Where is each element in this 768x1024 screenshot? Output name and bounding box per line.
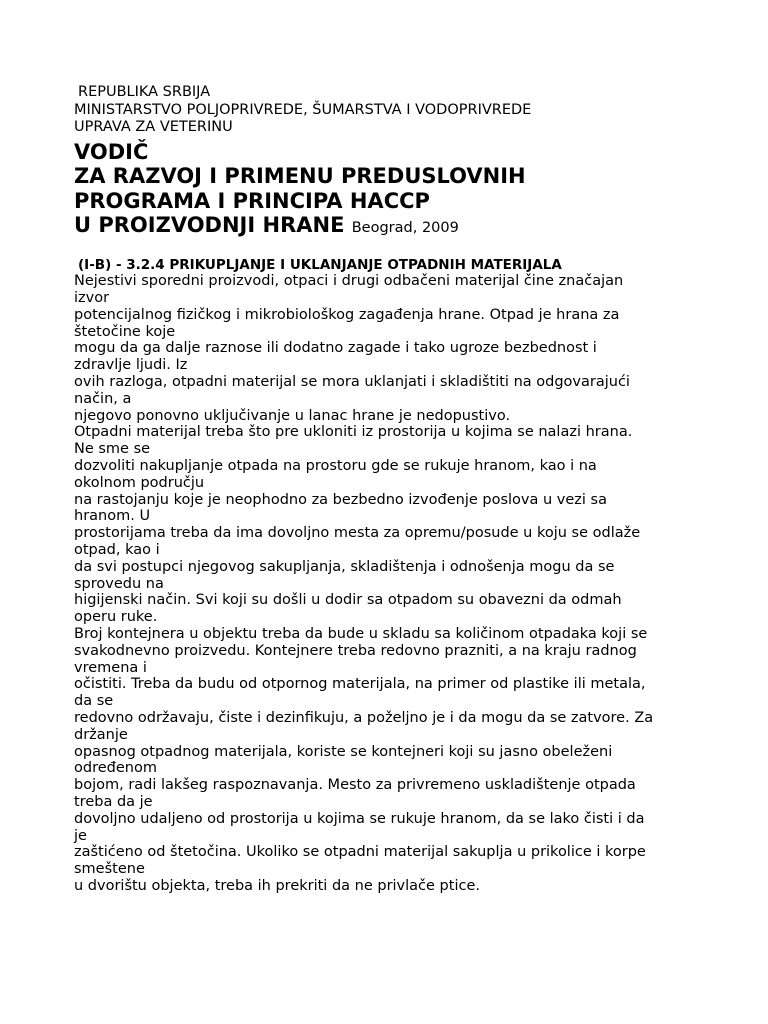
body-text-line: držanje: [74, 726, 128, 743]
body-text-line: da se: [74, 693, 114, 710]
body-text-line: hranom. U: [74, 508, 151, 525]
document-page: [74, 84, 714, 895]
body-text-line: njegovo ponovno uključivanje u lanac hrane je nedopustivo.: [74, 407, 511, 424]
body-text-line: štetočine koje: [74, 323, 176, 340]
body-text-line: sprovedu na: [74, 575, 164, 592]
body-text-line: treba da je: [74, 794, 153, 810]
body-text-line: u dvorištu objekta, treba ih prekriti da ne privlače ptice.: [74, 877, 480, 894]
body-text-line: zdravlje ljudi. Iz: [74, 357, 188, 374]
document-title: [74, 140, 714, 241]
body-text-line: zaštićeno od štetočina. Ukoliko se otpadni materijal sakuplja u prikolice i korpe: [74, 844, 646, 861]
section-heading: (I-B) - 3.2.4 PRIKUPLJANJE I UKLANJANJE OTPADNIH MATERIJALA: [78, 256, 562, 273]
body-text-line: na rastojanju koje je neophodno za bezbedno izvođenje poslova u vezi sa: [74, 491, 607, 508]
title-line: VODIČ: [74, 139, 149, 164]
body-text-line: higijenski način. Svi koji su došli u dodir sa otpadom su obavezni da odmah: [74, 592, 622, 609]
header-department: UPRAVA ZA VETERINU: [74, 119, 233, 135]
title-line: PROGRAMA I PRINCIPA HACCP: [74, 188, 430, 213]
body-text-line: Ne sme se: [74, 441, 151, 458]
title-line-last: [74, 213, 714, 241]
body-text-line: smeštene: [74, 861, 145, 878]
body-text-line: izvor: [74, 290, 110, 307]
body-text-line: Otpadni materijal treba što pre ukloniti iz prostorija u kojima se nalazi hrana.: [74, 424, 633, 441]
section-body: [74, 273, 714, 894]
body-text-line: otpad, kao i: [74, 542, 160, 559]
body-text-line: okolnom području: [74, 474, 205, 491]
body-text-line: operu ruke.: [74, 609, 158, 626]
body-text-line: je: [74, 827, 87, 844]
body-text-line: Nejestivi sporedni proizvodi, otpaci i drugi odbačeni materijal čine značajan: [74, 273, 624, 290]
place-date: Beograd, 2009: [351, 220, 459, 236]
body-text-line: da svi postupci njegovog sakupljanja, skladištenja i odnošenja mogu da se: [74, 558, 615, 575]
body-text-line: opasnog otpadnog materijala, koriste se kontejneri koji su jasno obeleženi: [74, 743, 613, 760]
body-text-line: potencijalnog fizičkog i mikrobiološkog zagađenja hrane. Otpad je hrana za: [74, 306, 620, 323]
body-text-line: prostorijama treba da ima dovoljno mesta za opremu/posude u koju se odlaže: [74, 525, 641, 542]
body-text-line: određenom: [74, 760, 157, 777]
header-ministry: MINISTARSTVO POLJOPRIVREDE, ŠUMARSTVA I VODOPRIVREDE: [74, 101, 532, 118]
title-line-text: U PROIZVODNJI HRANE: [74, 213, 345, 237]
body-text-line: redovno održavaju, čiste i dezinfikuju, a poželjno je i da mogu da se zatvore. Za: [74, 710, 654, 727]
header-country: REPUBLIKA SRBIJA: [78, 84, 211, 100]
body-text-line: dozvoliti nakupljanje otpada na prostoru gde se rukuje hranom, kao i na: [74, 458, 597, 475]
title-line: ZA RAZVOJ I PRIMENU PREDUSLOVNIH: [74, 164, 526, 188]
body-text-line: način, a: [74, 390, 132, 407]
body-text-line: ovih razloga, otpadni materijal se mora uklanjati i skladištiti na odgovarajući: [74, 374, 630, 391]
body-text-line: dovoljno udaljeno od prostorija u kojima se rukuje hranom, da se lako čisti i da: [74, 810, 645, 827]
body-text-line: očistiti. Treba da budu od otpornog materijala, na primer od plastike ili metala,: [74, 676, 646, 693]
body-text-line: svakodnevno proizvedu. Kontejnere treba redovno prazniti, a na kraju radnog: [74, 642, 637, 659]
body-text-line: mogu da ga dalje raznose ili dodatno zagade i tako ugroze bezbednost i: [74, 340, 597, 357]
body-text-line: vremena i: [74, 659, 147, 676]
body-text-line: bojom, radi lakšeg raspoznavanja. Mesto za privremeno uskladištenje otpada: [74, 777, 636, 794]
body-text-line: Broj kontejnera u objektu treba da bude u skladu sa količinom otpadaka koji se: [74, 626, 648, 643]
